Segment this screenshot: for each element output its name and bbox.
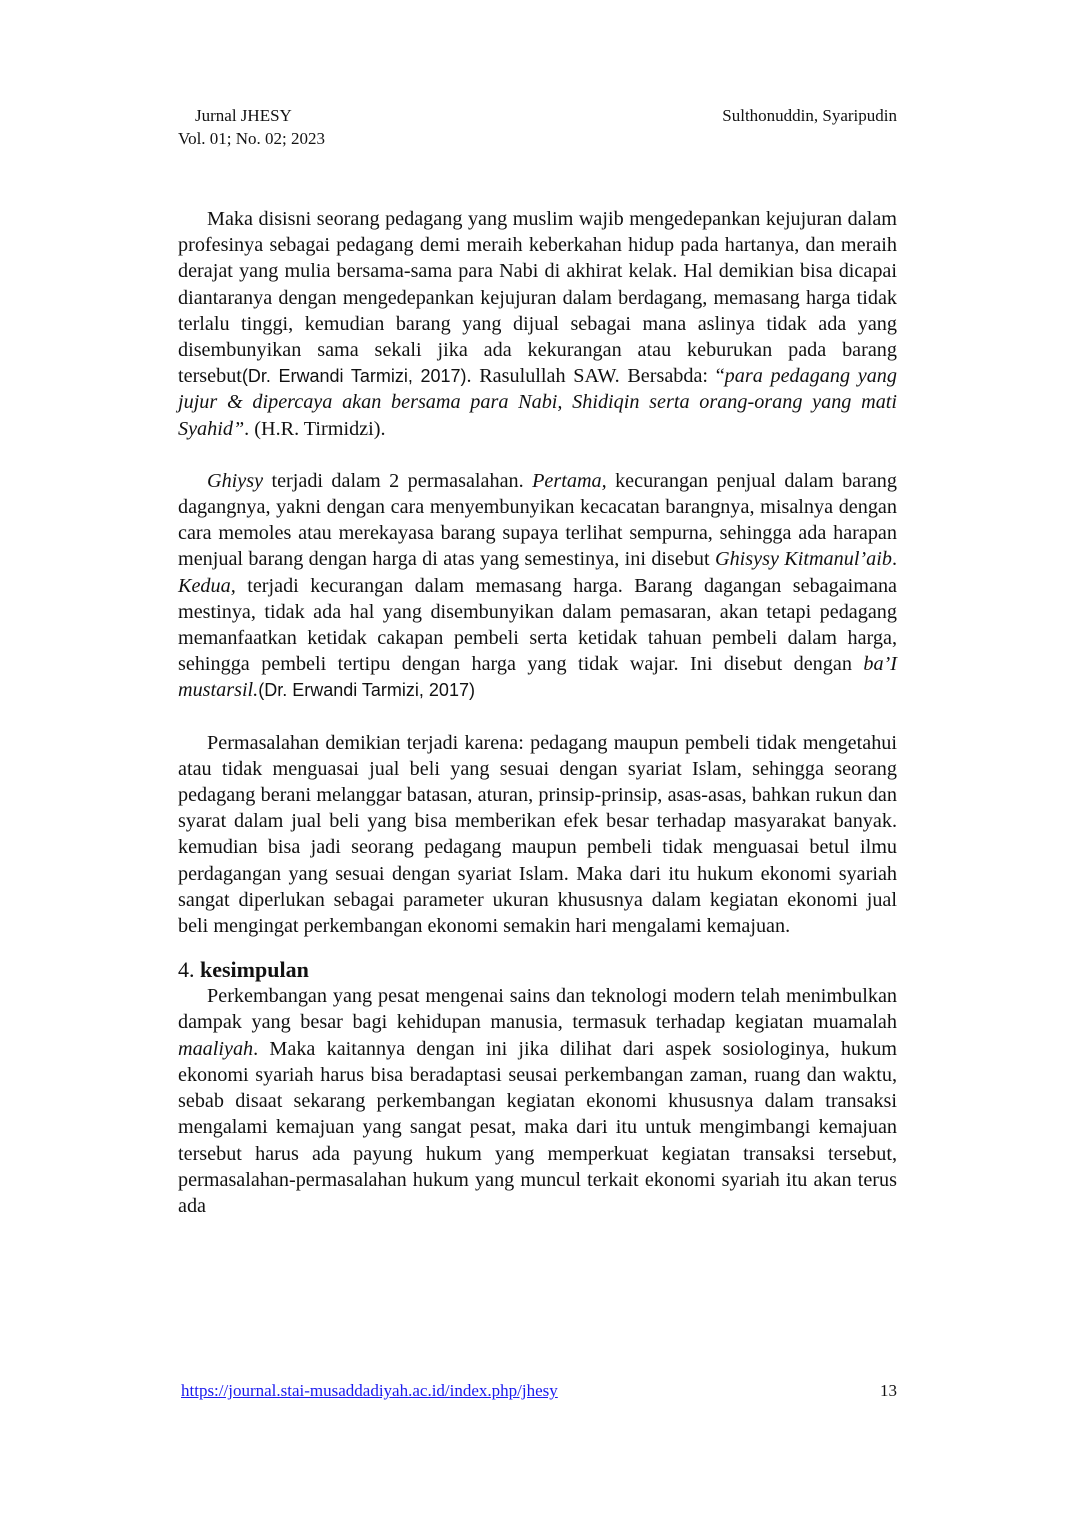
paragraph-2-text-b: kecurangan penjual dalam barang dagangnya, yakni dengan cara menyembunyikan kecacatan barangnya, misalnya dengan cara memoles atau merekayasa barang supaya terlihat sempurna, sehingga ada harapan menjual barang dengan harga di atas yang semestinya, ini disebut [178, 469, 897, 571]
term-ghiysy: Ghiysy [207, 469, 264, 492]
running-header-left [178, 104, 325, 150]
page-number: 13 [880, 1381, 897, 1400]
term-pertama: Pertama, [532, 469, 607, 492]
section-title: kesimpulan [200, 957, 309, 983]
paragraph-2 [178, 468, 897, 704]
paragraph-1-text-b: . Rasulullah SAW. Bersabda: “ [466, 365, 725, 388]
section-number: 4. [178, 957, 195, 983]
paragraph-1 [178, 206, 897, 442]
journal-url-link[interactable]: https://journal.stai-musaddadiyah.ac.id/index.php/jhesy [181, 1381, 558, 1400]
term-kitmanul-aib: Ghisysy Kitmanul’aib [715, 548, 892, 571]
term-bai-mustarsil: ba’I mustarsil. [178, 653, 897, 702]
term-maaliyah: maaliyah [178, 1037, 254, 1060]
paragraph-4-text-a: Perkembangan yang pesat mengenai sains dan teknologi modern telah menimbulkan dampak yang besar bagi kehidupan manusia, termasuk terhadap kegiatan muamalah [178, 985, 897, 1034]
paragraph-4 [178, 983, 897, 1219]
section-heading [178, 956, 897, 983]
paragraph-2-text-c: . [891, 548, 897, 571]
term-kedua: Kedua, [178, 574, 236, 597]
citation-erwandi-1: (Dr. Erwandi Tarmizi, 2017) [241, 366, 467, 387]
paragraph-2-text-d: terjadi kecurangan dalam memasang harga. Barang dagangan sebagaimana mestinya, tidak ada hal yang disembunyikan dalam pemasaran, akan tetapi pedagang memanfaatkan ketidak cakapan pembeli serta ketidak tahuan pembeli dalam harga, sehingga pembeli tertipu dengan harga yang tidak wajar. Ini disebut dengan [178, 574, 897, 676]
journal-name: Jurnal JHESY [195, 106, 292, 125]
paragraph-2-text-a: terjadi dalam 2 permasalahan. [263, 469, 533, 492]
hadith-quote: para pedagang yang jujur & dipercaya akan bersama para Nabi, Shidiqin serta orang-orang yang mati Syahid” [178, 365, 897, 440]
body-text [178, 206, 897, 1219]
paragraph-1-text-a: Maka disisni seorang pedagang yang muslim wajib mengedepankan kejujuran dalam profesinya sebagai pedagang demi meraih keberkahan hidup pada hartanya, dan meraih derajat yang mulia bersama-sama para Nabi di akhirat kelak. Hal demikian bisa dicapai diantaranya dengan mengedepankan kejujuran dalam berdagang, memasang harga tidak terlalu tinggi, kemudian barang yang dijual sebagai mana aslinya tidak ada yang disembunyikan sama sekali jika ada kekurangan atau keburukan pada barang tersebut [178, 208, 897, 388]
citation-erwandi-2: (Dr. Erwandi Tarmizi, 2017) [258, 680, 475, 701]
running-header-authors: Sulthonuddin, Syaripudin [722, 106, 897, 125]
paragraph-1-text-c: . (H.R. Tirmidzi). [244, 417, 386, 440]
paragraph-4-text-b: . Maka kaitannya dengan ini jika dilihat dari aspek sosiologinya, hukum ekonomi syariah harus bisa beradaptasi seusai perkembangan zaman, ruang dan waktu, sebab disaat sekarang perkembangan kegiatan ekonomi khususnya dalam transaksi mengalami kemajuan yang sangat pesat, maka dari itu untuk mengimbangi kemajuan tersebut harus ada payung hukum yang memperkuat kegiatan transaksi tersebut, permasalahan-permasalahan hukum yang muncul terkait ekonomi syariah itu akan terus ada [178, 1037, 897, 1217]
journal-volume: Vol. 01; No. 02; 2023 [178, 129, 326, 148]
paragraph-3: Permasalahan demikian terjadi karena: pedagang maupun pembeli tidak mengetahui atau tidak menguasai jual beli yang sesuai dengan syariat Islam, sehingga seorang pedagang berani melanggar batasan, aturan, prinsip-prinsip, asas-asas, bahkan rukun dan syarat dalam jual beli yang bisa memberikan efek besar terhadap masyarakat banyak. kemudian bisa jadi seorang pedagang maupun pembeli tidak menguasai betul ilmu perdagangan yang sesuai dengan syariat Islam. Maka dari itu hukum ekonomi syariah sangat diperlukan sebagai parameter ukuran khususnya dalam kegiatan ekonomi jual beli mengingat perkembangan ekonomi semakin hari mengalami kemajuan. [178, 731, 897, 938]
